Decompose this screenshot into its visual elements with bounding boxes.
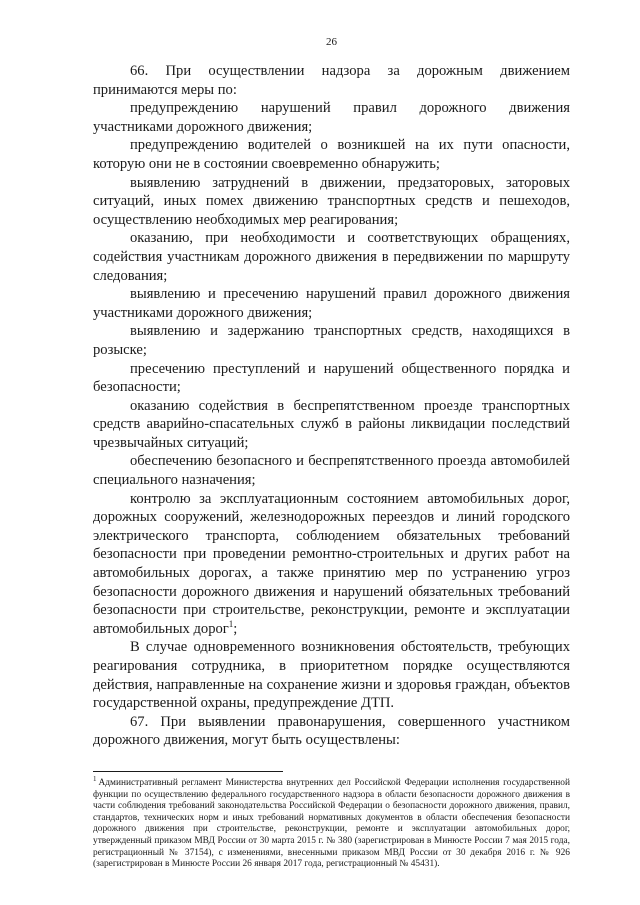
list-item: выявлению и пресечению нарушений правил дорожного движения участниками дорожного движения;: [93, 286, 570, 321]
list-item: оказанию, при необходимости и соответствующих обращениях, содействия участникам дорожного движения в передвижении по маршруту следования;: [93, 230, 570, 284]
page-number: 26: [326, 36, 337, 48]
paragraph-66-intro: 66. При осуществлении надзора за дорожным движением принимаются меры по:: [93, 63, 570, 98]
footnote-text: Административный регламент Министерства внутренних дел Российской Федерации исполнения государственной функции по осуществлению федерального государственного надзора в области безопасности дорожного движения в части соблюдения требований законодательства Российской Федерации о безопасности дорожного движения, правил, стандартов, технических норм и иных требований нормативных документов в области обеспечения безопасности дорожного движения при строительстве, реконструкции, ремонте и эксплуатации автомобильных дорог, утвержденный приказом МВД России от 30 марта 2015 г. № 380 (зарегистрирован в Минюсте России 7 мая 2015 года, регистрационный № 37154), с изменениями, внесенными приказом МВД России от 30 декабря 2016 г. № 926 (зарегистрирован в Минюсте России 26 января 2017 года, регистрационный № 45431).: [93, 777, 570, 870]
list-item: предупреждению нарушений правил дорожного движения участниками дорожного движения;: [93, 100, 570, 135]
footnote-divider: [93, 771, 283, 772]
list-item-with-footnote: [93, 490, 570, 639]
footnote: [93, 774, 570, 871]
list-item: пресечению преступлений и нарушений общественного порядка и безопасности;: [93, 360, 570, 396]
paragraph-priority-note: В случае одновременного возникновения обстоятельств, требующих реагирования сотрудника, в приоритетном порядке осуществляются действия, направленные на сохранение жизни и здоровья граждан, объектов государственной охраны, предупреждение ДТП.: [93, 639, 570, 712]
paragraph-67-intro: 67. При выявлении правонарушения, совершенного участником дорожного движения, могут быть осуществлены:: [93, 713, 570, 749]
list-item-tail: ;: [233, 620, 238, 637]
list-item: обеспечению безопасного и беспрепятственного проезда автомобилей специального назначения;: [93, 453, 570, 489]
list-item: оказанию содействия в беспрепятственном проезде транспортных средств аварийно-спасательных служб в районы ликвидации последствий чрезвычайных ситуаций;: [93, 397, 570, 451]
footnote-reference[interactable]: 1: [228, 618, 234, 629]
list-item: выявлению затруднений в движении, предзаторовых, заторовых ситуаций, иных помех движению транспортных средств и пешеходов, осуществлению необходимых мер реагирования;: [93, 174, 570, 228]
list-item: выявлению и задержанию транспортных средств, находящихся в розыске;: [93, 323, 570, 358]
list-item-text: контролю за эксплуатационным состоянием автомобильных дорог, дорожных сооружений, железнодорожных переездов и линий городского электрического транспорта, соблюдением обязательных требований безопасности при проведении ремонтно-строительных и других работ на автомобильных дорогах, а также принятию мер по устранению угроз безопасности дорожного движения и нарушений обязательных требований безопасности при строительстве, реконструкции, ремонте и эксплуатации автомобильных дорог: [93, 490, 570, 637]
list-item: предупреждению водителей о возникшей на их пути опасности, которую они не в состоянии своевременно обнаружить;: [93, 137, 570, 172]
body-text: [93, 62, 570, 750]
footnote-mark: 1: [93, 774, 97, 783]
